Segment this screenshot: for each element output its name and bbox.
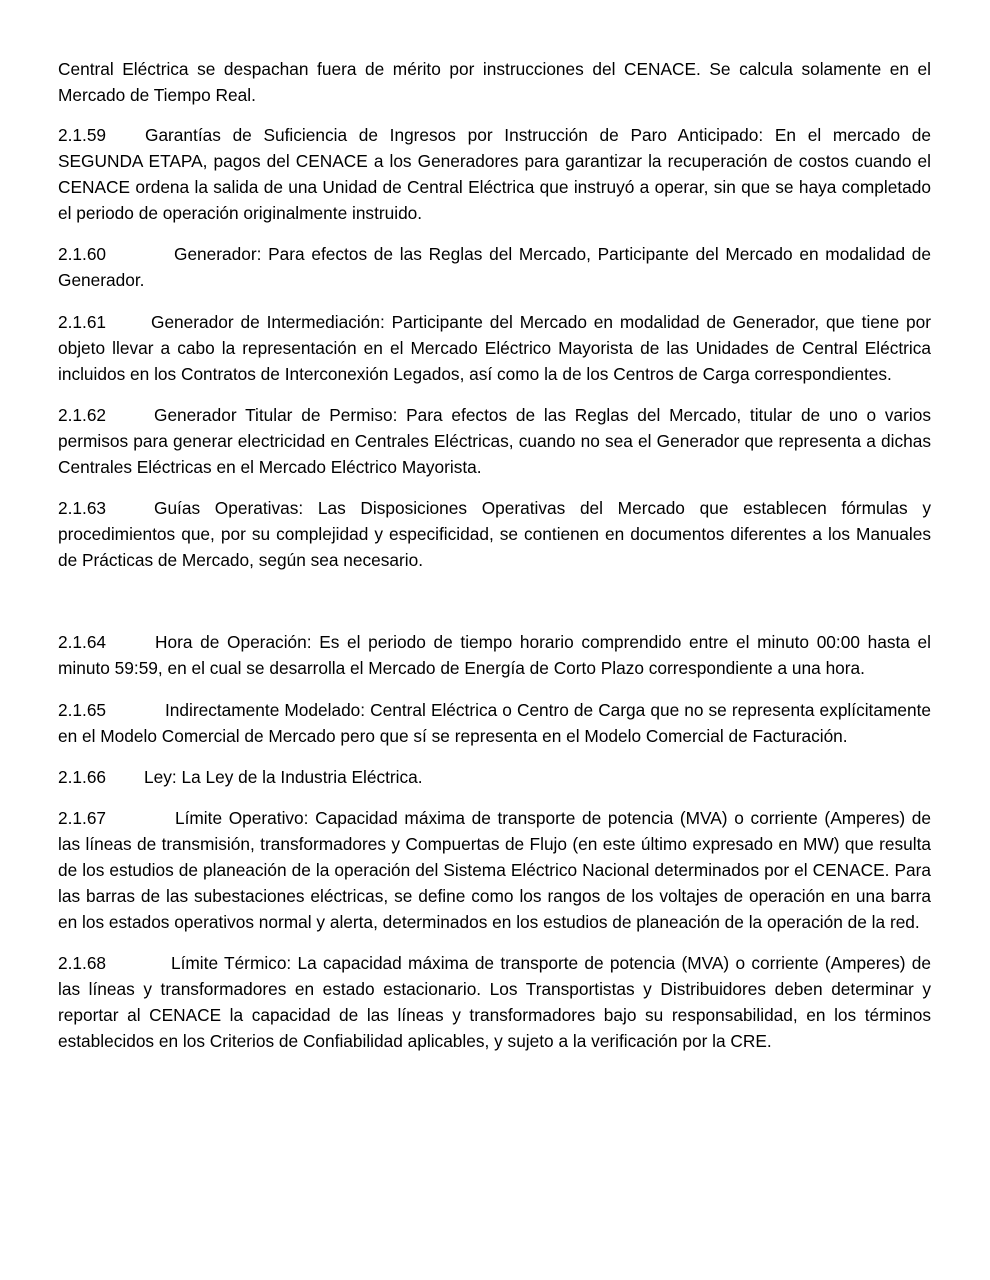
definition-2-1-63 — [58, 496, 931, 574]
blank-gap — [58, 589, 931, 630]
definition-number: 2.1.60 — [58, 244, 107, 265]
definition-number: 2.1.62 — [58, 404, 107, 425]
definition-text: Ley: La Ley de la Industria Eléctrica. — [144, 767, 423, 788]
definition-text: Límite Térmico: La capacidad máxima de transporte de potencia (MVA) o corriente (Amperes) de las líneas y transformadores en estado estacionario. Los Transportistas y Distribuidores deben determinar y reportar al CENACE la capacidad de las líneas y transformadores bajo su responsabilidad, en los términos establecidos en los Criterios de Confiabilidad aplicables, y sujeto a la verificación por la CRE. — [58, 953, 931, 1052]
definition-text: Indirectamente Modelado: Central Eléctrica o Centro de Carga que no se representa explícitamente en el Modelo Comercial de Mercado pero que sí se representa en el Modelo Comercial de Facturación. — [58, 699, 931, 746]
definition-2-1-61 — [58, 310, 931, 388]
definition-number: 2.1.66 — [58, 767, 107, 788]
definition-text: Límite Operativo: Capacidad máxima de transporte de potencia (MVA) o corriente (Amperes) de las líneas de transmisión, transformadores y Compuertas de Flujo (en este último expresado en MW) que resulta de los estudios de planeación de la operación del Sistema Eléctrico Nacional determinados por el CENACE. Para las barras de las subestaciones eléctricas, se define como los rangos de los voltajes de operación en una barra en los estados operativos normal y alerta, determinados en los estudios de planeación de la operación de la red. — [58, 808, 931, 933]
definition-2-1-60 — [58, 242, 931, 294]
definition-2-1-68 — [58, 951, 931, 1055]
definition-number: 2.1.68 — [58, 953, 107, 974]
definition-2-1-66 — [58, 765, 931, 791]
definition-2-1-64 — [58, 630, 931, 682]
continuation-paragraph: Central Eléctrica se despachan fuera de mérito por instrucciones del CENACE. Se calcula solamente en el Mercado de Tiempo Real. — [58, 59, 931, 105]
definition-2-1-65 — [58, 698, 931, 750]
definition-number: 2.1.61 — [58, 311, 107, 332]
definition-text: Generador: Para efectos de las Reglas del Mercado, Participante del Mercado en modalidad de Generador. — [58, 244, 931, 291]
definition-number: 2.1.59 — [58, 125, 107, 146]
definition-number: 2.1.65 — [58, 699, 107, 720]
document-page — [58, 57, 931, 1071]
definition-2-1-59 — [58, 123, 931, 227]
definition-number: 2.1.63 — [58, 498, 107, 519]
definition-text: Guías Operativas: Las Disposiciones Operativas del Mercado que establecen fórmulas y procedimientos que, por su complejidad y especificidad, se contienen en documentos diferentes a los Manuales de Prácticas de Mercado, según sea necesario. — [58, 498, 931, 570]
definition-number: 2.1.64 — [58, 632, 107, 653]
definition-text: Generador Titular de Permiso: Para efectos de las Reglas del Mercado, titular de uno o varios permisos para generar electricidad en Centrales Eléctricas, cuando no sea el Generador que representa a dichas Centrales Eléctricas en el Mercado Eléctrico Mayorista. — [58, 404, 931, 477]
definition-text: Garantías de Suficiencia de Ingresos por Instrucción de Paro Anticipado: En el mercado de SEGUNDA ETAPA, pagos del CENACE a los Generadores para garantizar la recuperación de costos cuando el CENACE ordena la salida de una Unidad de Central Eléctrica que instruyó a operar, sin que se haya completado el periodo de operación originalmente instruido. — [58, 125, 931, 224]
definition-number: 2.1.67 — [58, 808, 107, 829]
definition-2-1-67 — [58, 806, 931, 936]
definition-text: Generador de Intermediación: Participante del Mercado en modalidad de Generador, que tiene por objeto llevar a cabo la representación en el Mercado Eléctrico Mayorista de las Unidades de Central Eléctrica incluidos en los Contratos de Interconexión Legados, así como la de los Centros de Carga correspondientes. — [58, 311, 931, 384]
definition-text: Hora de Operación: Es el periodo de tiempo horario comprendido entre el minuto 00:00 hasta el minuto 59:59, en el cual se desarrolla el Mercado de Energía de Corto Plazo correspondiente a una hora. — [58, 632, 931, 679]
definition-2-1-62 — [58, 403, 931, 481]
